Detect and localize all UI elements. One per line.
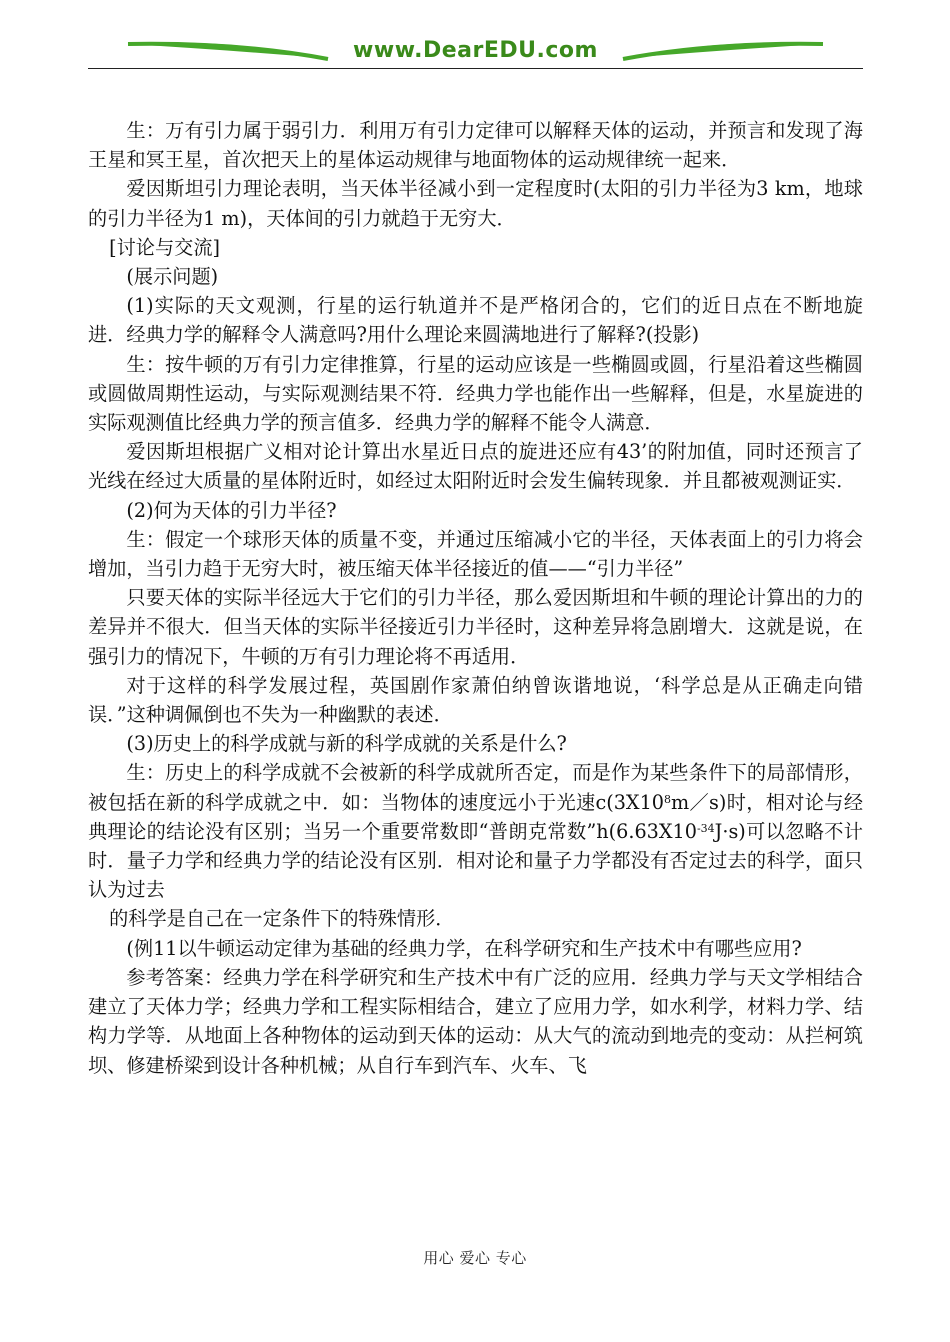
page-footer: 用心 爱心 专心 bbox=[423, 1249, 527, 1267]
paragraph: 爱因斯坦引力理论表明，当天体半径减小到一定程度时(太阳的引力半径为3 km，地球的引力半径为1 m)，天体间的引力就趋于无穷大． bbox=[88, 177, 863, 230]
paragraph: 生：按牛顿的万有引力定律推算，行星的运动应该是一些椭圆或圆，行星沿着这些椭圆或圆做周期性运动，与实际观测结果不符．经典力学也能作出一些解释，但是，水星旋进的实际观测值比经典力学的预言值多．经典力学的解释不能令人满意． bbox=[88, 352, 863, 435]
paragraph: 生：万有引力属于弱引力．利用万有引力定律可以解释天体的运动，并预言和发现了海王星和冥王星，首次把天上的星体运动规律与地面物体的运动规律统一起来． bbox=[88, 119, 863, 172]
paragraph-text: m／s)时，相对论与经典理论的结论没有区别；当另一个重要常数即“普朗克常数”h(6.63X10 bbox=[88, 790, 864, 843]
paragraph: 生：假定一个球形天体的质量不变，并通过压缩减小它的半径，天体表面上的引力将会增加，当引力趋于无穷大时，被压缩天体半径接近的值——“引力半径” bbox=[88, 527, 863, 581]
paragraph-text: J·s)可以忽略不计时．量子力学和经典力学的结论没有区别．相对论和量子力学都没有否定过去的科学，面只认为过去 bbox=[88, 819, 863, 902]
superscript: -34 bbox=[696, 821, 715, 835]
paragraph: 参考答案：经典力学在科学研究和生产技术中有广泛的应用．经典力学与天文学相结合建立了天体力学；经典力学和工程实际相结合，建立了应用力学，如水利学，材料力学、结构力学等．从地面上各种物体的运动到天体的运动：从大气的流动到地壳的变动：从拦柯筑坝、修建桥梁到设计各种机械；从自行车到汽车、火车、飞 bbox=[88, 965, 863, 1077]
paragraph: 爱因斯坦根据广义相对论计算出水星近日点的旋进还应有43’的附加值，同时还预言了光线在经过大质量的星体附近时，如经过太阳附近时会发生偏转现象．并且都被观测证实． bbox=[88, 440, 863, 493]
paragraph: (3)历史上的科学成就与新的科学成就的关系是什么? bbox=[126, 732, 567, 756]
document-body bbox=[88, 116, 863, 1080]
paragraph: 只要天体的实际半径远大于它们的引力半径，那么爱因斯坦和牛顿的理论计算出的力的差异并不很大．但当天体的实际半径接近引力半径时，这种差异将急剧增大．这就是说，在强引力的情况下，牛顿的万有引力理论将不再适用． bbox=[88, 586, 863, 668]
paragraph: 的科学是自己在一定条件下的特殊情形． bbox=[109, 907, 455, 931]
paragraph: [讨论与交流] bbox=[109, 235, 221, 259]
paragraph: (展示问题) bbox=[126, 265, 219, 289]
paragraph-text: 生：历史上的科学成就不会被新的科学成就所否定，而是作为某些条件下的局部情形，被包括在新的科学成就之中．如：当物体的速度远小于光速c(3X10 bbox=[88, 761, 863, 814]
paragraph: (2)何为天体的引力半径? bbox=[126, 498, 337, 522]
site-logo-text[interactable]: www.DearEDU.com bbox=[353, 38, 598, 63]
paragraph: (1)实际的天文观测，行星的运行轨道并不是严格闭合的，它们的近日点在不断地旋进．经典力学的解释令人满意吗?用什么理论来圆满地进行了解释?(投影) bbox=[88, 294, 863, 347]
site-header bbox=[88, 28, 863, 72]
superscript: 8 bbox=[664, 792, 671, 806]
header-rule bbox=[88, 68, 863, 69]
paragraph: (例11以牛顿运动定律为基础的经典力学，在科学研究和生产技术中有哪些应用? bbox=[126, 936, 802, 960]
paragraph bbox=[88, 758, 863, 904]
paragraph: 对于这样的科学发展过程，英国剧作家萧伯纳曾诙谐地说，‘科学总是从正确走向错误．”这种调佩倒也不失为一种幽默的表述． bbox=[88, 673, 863, 727]
